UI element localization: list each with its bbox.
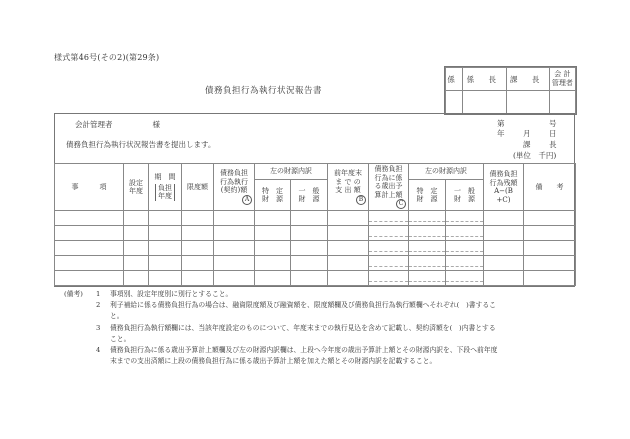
- table-cell[interactable]: [328, 271, 369, 286]
- number-prefix: 第: [497, 119, 505, 128]
- table-cell[interactable]: [409, 241, 446, 256]
- stamp-cell-section-chief[interactable]: [506, 91, 549, 114]
- stamp-header-section-chief: 課 長: [506, 68, 549, 91]
- header-remaining: 債務負担 行為残額 A−(B +C): [484, 164, 524, 211]
- year-label: 年: [497, 129, 505, 138]
- notes-section: [64, 289, 604, 367]
- table-cell[interactable]: [255, 241, 291, 256]
- header-remarks: 備 考: [524, 164, 576, 211]
- note-item: [64, 300, 604, 311]
- header-limit: 限度額: [182, 164, 214, 211]
- mark-a-icon: A: [242, 195, 252, 205]
- table-cell[interactable]: [409, 271, 446, 286]
- table-cell[interactable]: [149, 241, 182, 256]
- execution-status-table: [54, 163, 576, 286]
- table-cell[interactable]: [182, 256, 214, 271]
- section-label: 課: [523, 140, 531, 149]
- submit-statement: 債務負担行為執行状況報告書を提出します。: [66, 140, 216, 149]
- note-number: 3: [96, 323, 101, 332]
- table-cell[interactable]: [369, 241, 409, 256]
- table-cell[interactable]: [255, 256, 291, 271]
- note-number: 2: [96, 301, 101, 310]
- table-cell[interactable]: [524, 271, 576, 286]
- table-cell[interactable]: [149, 256, 182, 271]
- note-text: 債務負担行為に係る歳出予算計上額欄及び左の財源内訳欄は、上段へ今年度の歳出予算計上額とその財源内訳を、下段へ前年度: [110, 346, 498, 355]
- table-cell[interactable]: [124, 226, 149, 241]
- table-cell[interactable]: [55, 226, 124, 241]
- table-cell[interactable]: [55, 211, 124, 226]
- table-cell[interactable]: [369, 271, 409, 286]
- table-cell[interactable]: [484, 226, 524, 241]
- document-title: 債務負担行為執行状況報告書: [205, 86, 323, 96]
- table-cell[interactable]: [55, 271, 124, 286]
- chief-label: 長: [549, 140, 557, 149]
- table-cell[interactable]: [328, 256, 369, 271]
- header-period: 期 間 負担 年度: [149, 164, 182, 211]
- table-cell[interactable]: [255, 211, 291, 226]
- stamp-header-clerk: 係: [446, 68, 463, 91]
- table-cell[interactable]: [291, 241, 328, 256]
- table-cell[interactable]: [446, 271, 484, 286]
- note-item: [64, 323, 604, 334]
- table-cell[interactable]: [409, 256, 446, 271]
- table-cell[interactable]: [291, 271, 328, 286]
- table-cell[interactable]: [369, 226, 409, 241]
- table-row: [55, 241, 576, 256]
- table-cell[interactable]: [55, 241, 124, 256]
- table-row: [55, 211, 576, 226]
- note-text: 事項別、設定年度別に別行とすること。: [110, 290, 233, 298]
- table-cell[interactable]: [124, 271, 149, 286]
- table-cell[interactable]: [255, 226, 291, 241]
- table-cell[interactable]: [214, 226, 255, 241]
- header-source-breakdown-1: 左の財源内訳: [255, 164, 328, 180]
- table-cell[interactable]: [484, 256, 524, 271]
- table-cell[interactable]: [484, 271, 524, 286]
- table-cell[interactable]: [291, 211, 328, 226]
- stamp-cell-clerk[interactable]: [446, 91, 463, 114]
- table-row: [55, 271, 576, 286]
- table-cell[interactable]: [55, 256, 124, 271]
- table-cell[interactable]: [149, 226, 182, 241]
- table-cell[interactable]: [369, 256, 409, 271]
- table-cell[interactable]: [149, 271, 182, 286]
- table-cell[interactable]: [524, 256, 576, 271]
- table-cell[interactable]: [484, 241, 524, 256]
- note-item: [64, 289, 604, 300]
- table-cell[interactable]: [124, 211, 149, 226]
- table-cell[interactable]: [182, 271, 214, 286]
- unit-label: (単位 千円): [513, 151, 557, 160]
- form-id: 様式第46号(その2)(第29条): [54, 53, 160, 62]
- table-cell[interactable]: [369, 211, 409, 226]
- table-cell[interactable]: [124, 256, 149, 271]
- table-cell[interactable]: [291, 226, 328, 241]
- table-cell[interactable]: [409, 226, 446, 241]
- table-row: [55, 226, 576, 241]
- note-text: 利子補給に係る債務負担行為の場合は、融資限度額及び融資額を、限度額欄及び債務負担行為執行額欄へそれぞれ( )書するこ: [110, 301, 496, 310]
- table-cell[interactable]: [182, 241, 214, 256]
- table-cell[interactable]: [328, 211, 369, 226]
- table-cell[interactable]: [446, 256, 484, 271]
- header-prev-paid: 前年度末 ま で の 支 出 額 B: [328, 164, 369, 211]
- stamp-cell-accounting-manager[interactable]: [549, 91, 575, 114]
- header-executed-amount: 債務負担 行為執行 (契約)額 A: [214, 164, 255, 211]
- table-cell[interactable]: [328, 241, 369, 256]
- note-number: 1: [96, 290, 101, 298]
- table-cell[interactable]: [214, 271, 255, 286]
- table-cell[interactable]: [524, 241, 576, 256]
- header-general-source-2: 一 般 財 源: [446, 180, 484, 211]
- table-cell[interactable]: [524, 211, 576, 226]
- table-cell[interactable]: [446, 241, 484, 256]
- header-specific-source-1: 特 定 財 源: [255, 180, 291, 211]
- header-set-year: 設定 年度: [124, 164, 149, 211]
- note-continuation: こと。: [110, 334, 131, 343]
- note-item: [64, 345, 604, 356]
- table-cell[interactable]: [214, 241, 255, 256]
- table-cell[interactable]: [484, 211, 524, 226]
- note-continuation: と。: [110, 312, 124, 321]
- table-cell[interactable]: [446, 226, 484, 241]
- note-continuation: 末までの支出済額に上段の債務負担行為に係る歳出予算計上額を加えた額とその財源内訳を記載すること。: [110, 357, 437, 366]
- mark-b-icon: B: [356, 195, 366, 205]
- table-row: [55, 256, 576, 271]
- table-cell[interactable]: [446, 211, 484, 226]
- table-cell[interactable]: [149, 211, 182, 226]
- number-suffix: 号: [549, 119, 557, 128]
- header-item: 事 項: [55, 164, 124, 211]
- header-specific-source-2: 特 定 財 源: [409, 180, 446, 211]
- header-general-source-1: 一 般 財 源: [291, 180, 328, 211]
- note-number: 4: [96, 346, 101, 355]
- table-cell[interactable]: [214, 256, 255, 271]
- addressee-honorific: 様: [152, 120, 160, 129]
- table-cell[interactable]: [255, 271, 291, 286]
- header-source-breakdown-2: 左の財源内訳: [409, 164, 484, 180]
- month-label: 月: [523, 129, 531, 138]
- day-label: 日: [549, 129, 557, 138]
- table-cell[interactable]: [182, 226, 214, 241]
- header-budget-amount: 債務負担 行為に係 る歳出予 算計上額 C: [369, 164, 409, 211]
- stamp-cell-chief[interactable]: [463, 91, 506, 114]
- addressee-role: 会計管理者: [75, 120, 113, 129]
- stamp-header-chief: 係 長: [463, 68, 506, 91]
- table-cell[interactable]: [524, 226, 576, 241]
- table-cell[interactable]: [409, 211, 446, 226]
- table-cell[interactable]: [124, 241, 149, 256]
- table-cell[interactable]: [291, 256, 328, 271]
- table-cell[interactable]: [182, 211, 214, 226]
- table-cell[interactable]: [328, 226, 369, 241]
- addressee: [75, 119, 160, 130]
- notes-label: (備考): [64, 290, 83, 298]
- approval-stamp-box: [444, 66, 577, 115]
- stamp-header-accounting-manager: 会 計 管理者: [549, 68, 575, 91]
- mark-c-icon: C: [396, 199, 406, 209]
- table-cell[interactable]: [214, 211, 255, 226]
- note-text: 債務負担行為執行額欄には、当該年度設定のものについて、年度末までの執行見込を含めて記載し、契約済額を( )内書とする: [110, 323, 496, 332]
